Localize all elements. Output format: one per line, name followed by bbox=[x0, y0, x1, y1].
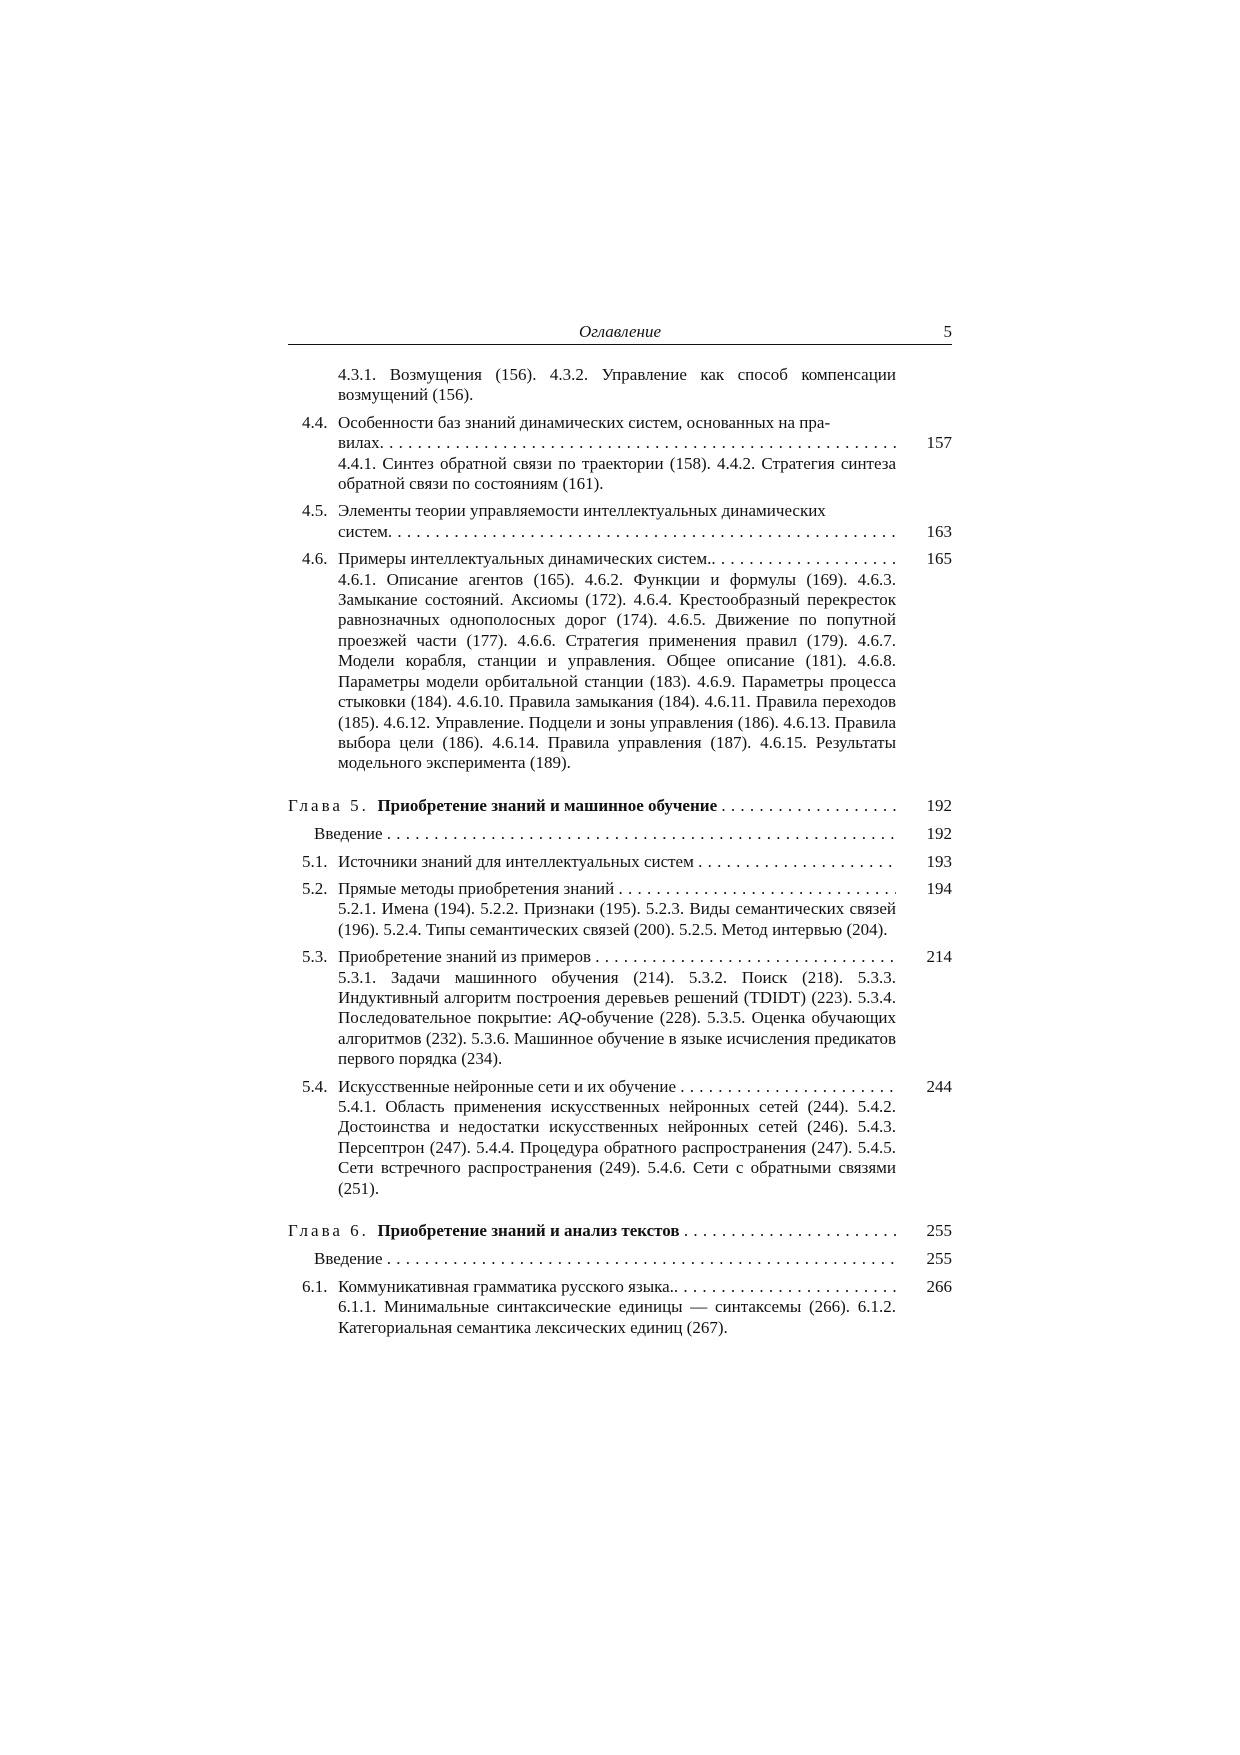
section-title: Примеры интеллектуальных динамических систем. bbox=[338, 549, 712, 569]
toc-entry-intro-6 bbox=[288, 1249, 952, 1269]
section-page: 214 bbox=[926, 947, 952, 967]
chapter-title: Приобретение знаний и машинное обучение bbox=[377, 795, 718, 815]
section-number: 5.2. bbox=[302, 878, 328, 898]
chapter-page: 255 bbox=[926, 1221, 952, 1241]
section-title-line: Особенности баз знаний динамических систем, основанных на пра- bbox=[338, 412, 831, 432]
section-number: 4.5. bbox=[302, 501, 328, 521]
toc-subsections: 4.4.1. Синтез обратной связи по траектории (158). 4.4.2. Стратегия синтеза обратной связи по состояниям (161). bbox=[338, 453, 896, 494]
toc-entry-4-4 bbox=[288, 413, 952, 495]
section-number: 4.6. bbox=[302, 549, 328, 569]
intro-page: 192 bbox=[926, 824, 952, 844]
toc-entry-5-1 bbox=[288, 852, 952, 872]
section-page: 157 bbox=[926, 433, 952, 453]
toc-subsections: 4.6.1. Описание агентов (165). 4.6.2. Функции и формулы (169). 4.6.3. Замыкание состояний. Аксиомы (172). 4.6.4. Крестообразный перекресток равнозначных однополосных дорог (174). 4.6.5. Движение по попутной проезжей части (177). 4.6.6. Стратегия применения правил (179). 4.6.7. Модели корабля, станции и управления. Общее описание (181). 4.6.8. Параметры модели орбитальной станции (183). 4.6.9. Параметры процесса стыковки (184). 4.6.10. Правила замыкания (184). 4.6.11. Правила переходов (185). 4.6.12. Управление. Подцели и зоны управления (186). 4.6.13. Правила выбора цели (186). 4.6.14. Правила управления (187). 4.6.15. Результаты модельного эксперимента (189). bbox=[338, 569, 896, 773]
section-title-cont: систем bbox=[338, 521, 388, 541]
toc-entry-4-3-cont bbox=[288, 365, 952, 406]
toc-page bbox=[288, 318, 952, 1345]
chapter-label: Глава 6. bbox=[288, 1221, 369, 1241]
section-page: 163 bbox=[926, 521, 952, 541]
section-page: 194 bbox=[926, 878, 952, 898]
toc-chapter-6 bbox=[288, 1221, 952, 1241]
running-head bbox=[288, 318, 952, 345]
toc-subsections: 6.1.1. Минимальные синтаксические единицы — синтаксемы (266). 6.1.2. Категориальная семантика лексических единиц (267). bbox=[338, 1297, 896, 1337]
subsections-part-b: -обучение (228). 5.3.5. Оценка обучающих алгоритмов (232). 5.3.6. Машинное обучение в языке исчисления предикатов первого порядка (234). bbox=[338, 1008, 897, 1069]
toc-subsections: 5.4.1. Область применения искусственных нейронных сетей (244). 5.4.2. Достоинства и недостатки искусственных нейронных сетей (246). 5.4.3. Персептрон (247). 5.4.4. Процедура обратного распространения (247). 5.4.5. Сети встречного распространения (249). 5.4.6. Сети с обратными связями (251). bbox=[338, 1097, 896, 1198]
toc-entry-4-5 bbox=[288, 501, 952, 542]
section-page: 266 bbox=[926, 1276, 952, 1296]
section-number: 5.4. bbox=[302, 1076, 328, 1096]
toc-entry-6-1 bbox=[288, 1277, 952, 1338]
section-title: Источники знаний для интеллектуальных систем bbox=[338, 851, 694, 871]
toc-subsections: 4.3.1. Возмущения (156). 4.3.2. Управление как способ компенсации возмущений (156). bbox=[338, 365, 896, 405]
chapter-title: Приобретение знаний и анализ текстов bbox=[377, 1221, 680, 1241]
toc-chapter-5 bbox=[288, 796, 952, 816]
toc-subsections: 5.2.1. Имена (194). 5.2.2. Признаки (195). 5.2.3. Виды семантических связей (196). 5.2.4. Типы семантических связей (200). 5.2.5. Метод интервью (204). bbox=[338, 899, 896, 939]
section-number: 5.3. bbox=[302, 947, 328, 967]
toc-entry-intro-5 bbox=[288, 824, 952, 844]
section-title: Коммуникативная грамматика русского языка. bbox=[338, 1276, 674, 1296]
intro-title: Введение bbox=[314, 1249, 383, 1269]
intro-title: Введение bbox=[314, 824, 383, 844]
toc-entry-5-2 bbox=[288, 879, 952, 940]
toc-entry-4-6 bbox=[288, 549, 952, 773]
section-number: 4.4. bbox=[302, 412, 328, 432]
section-title: Приобретение знаний из примеров bbox=[338, 947, 592, 967]
toc-subsections bbox=[288, 968, 952, 1070]
chapter-page: 192 bbox=[926, 795, 952, 815]
intro-page: 255 bbox=[926, 1249, 952, 1269]
page-number: 5 bbox=[943, 322, 952, 341]
section-number: 6.1. bbox=[302, 1276, 328, 1296]
section-title-cont: вилах bbox=[338, 433, 380, 453]
toc-entry-5-4 bbox=[288, 1077, 952, 1199]
chapter-label: Глава 5. bbox=[288, 795, 369, 815]
table-of-contents bbox=[288, 365, 952, 1338]
section-page: 244 bbox=[926, 1076, 952, 1096]
subsections-aq: AQ bbox=[558, 1008, 581, 1028]
toc-entry-5-3 bbox=[288, 947, 952, 1069]
section-title: Искусственные нейронные сети и их обучение bbox=[338, 1076, 677, 1096]
subsections-part-a: 5.3.1. Задачи машинного обучения (214). 5.3.2. Поиск (218). 5.3.3. Индуктивный алгоритм построения деревьев решений (TDIDT) (223). 5.3.4. Последовательное покрытие: bbox=[338, 967, 896, 1028]
section-title: Прямые методы приобретения знаний bbox=[338, 878, 615, 898]
section-page: 193 bbox=[926, 851, 952, 871]
running-head-title: Оглавление bbox=[578, 322, 662, 341]
section-title-line: Элементы теории управляемости интеллектуальных динамических bbox=[338, 501, 826, 521]
section-number: 5.1. bbox=[302, 851, 328, 871]
section-page: 165 bbox=[926, 549, 952, 569]
